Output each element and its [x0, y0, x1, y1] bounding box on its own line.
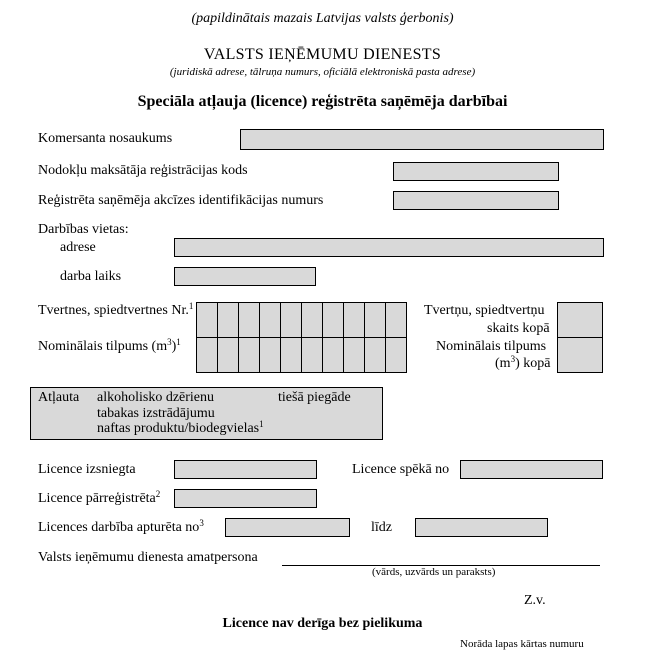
excise-id-field[interactable]: [393, 191, 559, 210]
licence-suspended-label: Licences darbība apturēta $no^3$: [38, 518, 204, 535]
excise-id-label: Reģistrēta saņēmēja akcīzes identifikācijas numurs: [38, 193, 324, 208]
nominal-volume-grid[interactable]: [196, 337, 407, 373]
tank-numbers-label: Tvertnes, spiedtvertnes Nr.$^1$: [38, 301, 194, 318]
until-label: līdz: [371, 520, 392, 535]
licence-valid-label: Licence spēkā no: [352, 462, 450, 477]
coat-of-arms-note: (papildinātais mazais Latvijas valsts ģerbonis): [191, 11, 454, 26]
signature-note: (vārds, uzvārds un paraksts): [372, 566, 496, 578]
locations-label: Darbības vietas:: [38, 222, 129, 237]
tank-numbers-grid[interactable]: [196, 302, 407, 338]
address-note: (juridiskā adrese, tālruņa numurs, oficiālā elektroniskā pasta adrese): [169, 66, 476, 78]
total-volume-field[interactable]: [557, 337, 603, 373]
licence-issued-field[interactable]: [174, 460, 317, 479]
address-label: adrese: [60, 240, 96, 255]
licence-valid-field[interactable]: [460, 460, 603, 479]
official-label: Valsts ieņēmumu dienesta amatpersona: [38, 550, 258, 565]
working-hours-label: darba laiks: [60, 269, 122, 284]
licence-reregistered-label: Licence pārreģistrēta$^2$: [38, 489, 161, 506]
permit-label: Atļauta: [38, 390, 80, 405]
licence-issued-label: Licence izsniegta: [38, 462, 136, 477]
tank-count-label-line1: Tvertņu, spiedtvertņu: [424, 303, 545, 318]
total-volume-label-line2: $(m^3)$ kopā: [495, 354, 551, 371]
not-valid-note: Licence nav derīga bez pielikuma: [222, 616, 423, 631]
permit-direct-delivery[interactable]: tiešā piegāde: [278, 390, 351, 405]
licence-reregistered-field[interactable]: [174, 489, 317, 508]
merchant-name-field[interactable]: [240, 129, 604, 150]
tank-count-field[interactable]: [557, 302, 603, 338]
taxpayer-code-field[interactable]: [393, 162, 559, 181]
stamp-place: Z.v.: [524, 593, 546, 608]
licence-suspended-until-field[interactable]: [415, 518, 548, 537]
tank-count-label-line2: skaits kopā: [487, 321, 550, 336]
page-number-note: Norāda lapas kārtas numuru: [460, 638, 584, 650]
working-hours-field[interactable]: [174, 267, 316, 286]
address-field[interactable]: [174, 238, 604, 257]
institution-name: VALSTS IEŅĒMUMU DIENESTS: [203, 46, 442, 63]
permit-alcohol[interactable]: alkoholisko dzērienu: [97, 390, 215, 405]
total-volume-label-line1: Nominālais tilpums: [436, 339, 547, 354]
nominal-volume-label: Nominālais tilpums $(m^3)^1$: [38, 337, 181, 354]
licence-suspended-from-field[interactable]: [225, 518, 350, 537]
permit-oil[interactable]: naftas produktu/biodegvielas$^1$: [97, 419, 264, 436]
document-title: Speciāla atļauja (licence) reģistrēta saņēmēja darbībai: [137, 93, 508, 110]
permit-tobacco[interactable]: tabakas izstrādājumu: [97, 406, 215, 421]
merchant-name-label: Komersanta nosaukums: [38, 131, 173, 146]
taxpayer-code-label: Nodokļu maksātāja reģistrācijas kods: [38, 163, 248, 178]
